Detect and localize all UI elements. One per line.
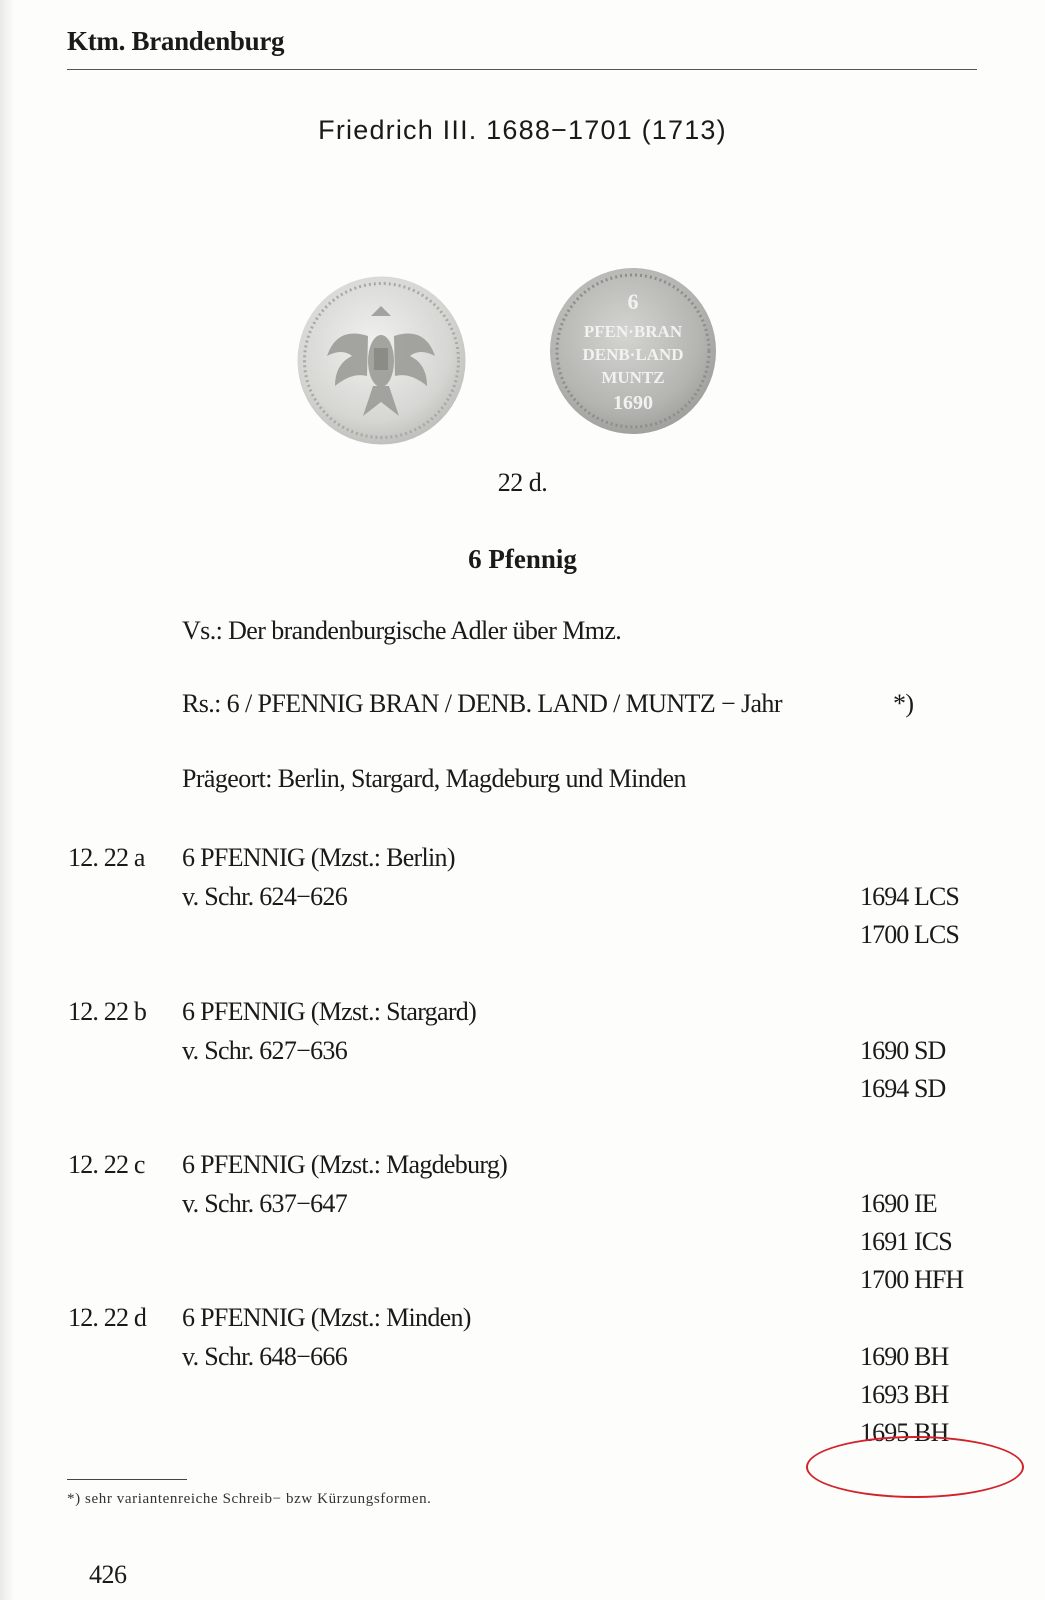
entry-number: 12. 22 b [68,997,147,1026]
footnote-rule [67,1479,187,1480]
entry-number: 12. 22 d [68,1303,147,1332]
entry-title: 6 PFENNIG (Mzst.: Berlin) [182,843,455,872]
entry-title: 6 PFENNIG (Mzst.: Magdeburg) [182,1150,508,1179]
entry-year: 1700 LCS [860,920,959,949]
entry-year: 1690 IE [860,1189,937,1218]
entry-year: 1690 SD [860,1036,946,1065]
coin-reverse-image [549,267,717,435]
coin-legend-line: 1690 [613,392,653,414]
entry-year: 1694 LCS [860,882,959,911]
entry-year: 1690 BH [860,1342,949,1371]
coin-obverse-image [297,276,466,445]
entry-reference: v. Schr. 627−636 [182,1036,347,1065]
denomination-heading: 6 Pfennig [468,544,577,574]
running-header: Ktm. Brandenburg [67,26,285,56]
entry-year-highlighted: 1695 BH [860,1418,949,1447]
red-highlight-ellipse [806,1436,1024,1498]
page-number: 426 [89,1560,127,1589]
coin-legend-line: DENB·LAND [582,345,684,364]
mint-places: Prägeort: Berlin, Stargard, Magdeburg und Minden [182,764,686,793]
footnote: *) sehr variantenreiche Schreib− bzw Kürzungsformen. [67,1491,432,1507]
entry-number: 12. 22 a [68,843,145,872]
entry-title: 6 PFENNIG (Mzst.: Minden) [182,1303,471,1332]
header-rule [67,69,977,70]
reverse-footnote-mark: *) [893,689,914,718]
entry-year: 1694 SD [860,1074,946,1103]
coin-legend-line: MUNTZ [601,368,665,387]
entry-reference: v. Schr. 648−666 [182,1342,347,1371]
coin-legend-line: 6 [627,289,639,314]
entry-year: 1693 BH [860,1380,949,1409]
ruler-title: Friedrich III. 1688−1701 (1713) [318,115,727,145]
entry-year: 1700 HFH [860,1265,964,1294]
coin-legend-line: PFEN·BRAN [583,322,683,341]
entry-number: 12. 22 c [68,1150,145,1179]
entry-reference: v. Schr. 624−626 [182,882,347,911]
page-gutter-shadow [0,0,14,1600]
obverse-description: Vs.: Der brandenburgische Adler über Mmz. [182,616,622,645]
entry-title: 6 PFENNIG (Mzst.: Stargard) [182,997,477,1026]
entry-year: 1691 ICS [860,1227,952,1256]
entry-reference: v. Schr. 637−647 [182,1189,347,1218]
reverse-description: Rs.: 6 / PFENNIG BRAN / DENB. LAND / MUNTZ − Jahr [182,689,782,718]
figure-caption: 22 d. [497,468,548,497]
